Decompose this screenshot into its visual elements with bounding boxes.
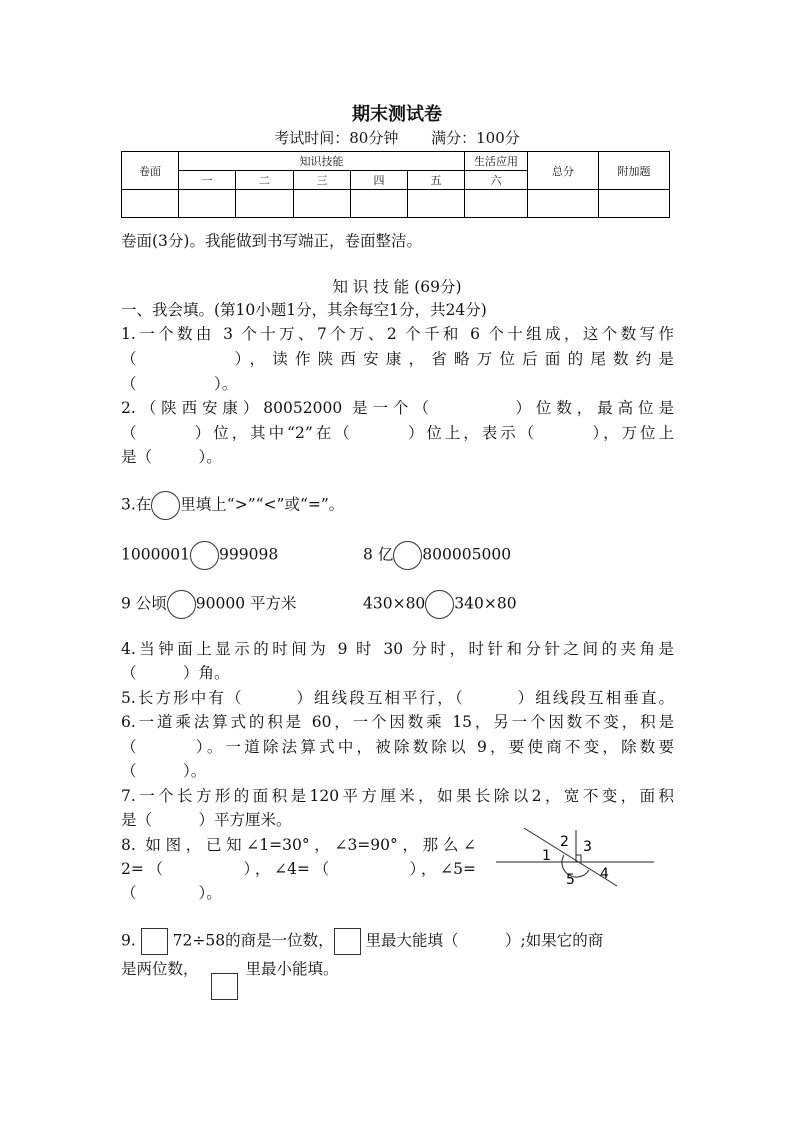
q5-line: 5.长方形中有（ ）组线段互相平行，（ ）组线段互相垂直。 [121,689,674,707]
q1-line-1: 1.一个数由 3 个十万、7个万、2 个千和 6 个十组成，这个数写作 [121,325,674,343]
score-section-2: 二 [236,171,294,190]
q9-prefix: 9. [121,931,136,950]
score-header-shenghuo: 生活应用 [465,152,528,171]
q9-mid: 里最大能填（ ）;如果它的商 [365,931,604,950]
q6-line-1: 6.一道乘法算式的积是 60，一个因数乘 15，另一个因数不变，积是 [121,713,674,731]
blank-square[interactable] [141,928,168,955]
score-header-fujia: 附加题 [599,152,670,190]
q6-line-2: （ ）。一道除法算式中，被除数除以 9，要使商不变，除数要 [121,738,674,756]
q3-instruction [121,491,344,520]
score-section-1: 一 [179,171,236,190]
compare-left: 430×80 [363,594,426,613]
compare-row-1b [363,541,511,570]
section-one-heading: 一、我会填。(第10小题1分，其余每空1分，共24分) [121,301,487,319]
score-section-3: 三 [294,171,351,190]
angle-label-3: 3 [583,839,592,855]
score-cell[interactable] [179,190,236,218]
q8-line-3: （ ）。 [121,884,222,902]
score-cell[interactable] [599,190,670,218]
q1-line-2: （ ），读作陕西安康，省略万位后面的尾数约是 [121,350,674,368]
score-cell[interactable] [408,190,465,218]
q7-line-1: 7.一个长方形的面积是120平方厘米，如果长除以2，宽不变，面积 [121,787,674,805]
q3-post: 里填上“>”“<”或“=”。 [180,495,345,514]
score-table [121,151,670,218]
q8-line-1: 8. 如图，已知∠1=30°，∠3=90°，那么∠ [121,836,476,854]
score-cell[interactable] [528,190,599,218]
score-section-6: 六 [465,171,528,190]
compare-left: 8 亿 [363,545,394,564]
q7-line-2: 是（ ）平方厘米。 [121,811,292,829]
part-title: 知 识 技 能 (69分) [332,278,462,296]
compare-right: 999098 [219,545,279,564]
compare-circle[interactable] [190,541,219,570]
q2-line-2: （ ）位，其中“2”在（ ）位上，表示（ ），万位上 [121,424,674,442]
q9-line2-end: 里最小能填。 [245,960,339,978]
score-cell[interactable] [294,190,351,218]
blank-square[interactable] [211,973,238,1000]
angle-label-4: 4 [600,866,609,882]
q4-line-2: （ ）角。 [121,664,230,682]
angle-label-5: 5 [566,872,575,888]
compare-left: 9 公顷 [121,594,167,613]
score-header-zhishi: 知识技能 [179,152,465,171]
full-score: 满分：100分 [431,129,520,147]
angle-label-2: 2 [560,834,569,850]
score-cell[interactable] [236,190,294,218]
angle-label-1: 1 [542,848,551,864]
compare-row-1a [121,541,278,570]
q9-expr: 72÷58的商是一位数， [172,931,334,950]
compare-right: 800005000 [422,545,512,564]
score-cell[interactable] [351,190,408,218]
q2-line-1: 2.（陕西安康）80052000 是一个（ ）位数，最高位是 [121,399,674,417]
blank-square[interactable] [334,928,361,955]
compare-circle[interactable] [393,541,422,570]
score-header-juanmian: 卷面 [122,152,179,190]
page-title: 期末测试卷 [352,104,442,125]
exam-time: 考试时间：80分钟 [274,129,399,147]
q6-line-3: （ ）。 [121,762,207,780]
q1-line-3: （ ）。 [121,375,238,393]
q4-line-1: 4.当钟面上显示的时间为 9 时 30 分时，时针和分针之间的夹角是 [121,640,674,658]
compare-row-2a [121,590,297,619]
compare-row-2b [363,590,517,619]
compare-right: 340×80 [454,594,517,613]
q9-line-1 [121,928,603,955]
exam-info [0,127,794,148]
score-cell[interactable] [465,190,528,218]
score-section-4: 四 [351,171,408,190]
compare-circle[interactable] [425,590,454,619]
compare-left: 1000001 [121,545,191,564]
score-section-5: 五 [408,171,465,190]
compare-circle[interactable] [167,590,196,619]
neatness-note: 卷面(3分)。我能做到书写端正，卷面整洁。 [121,232,422,250]
compare-right: 90000 平方米 [195,594,297,613]
q8-line-2: 2=（ ），∠4=（ ），∠5= [121,860,476,878]
q3-pre: 3.在 [121,495,152,514]
angle-figure [492,824,662,894]
compare-circle[interactable] [151,491,180,520]
q2-line-3: 是（ ）。 [121,448,222,466]
score-cell[interactable] [122,190,179,218]
q9-line2: 是两位数， [121,960,199,978]
score-header-zongfen: 总分 [528,152,599,190]
